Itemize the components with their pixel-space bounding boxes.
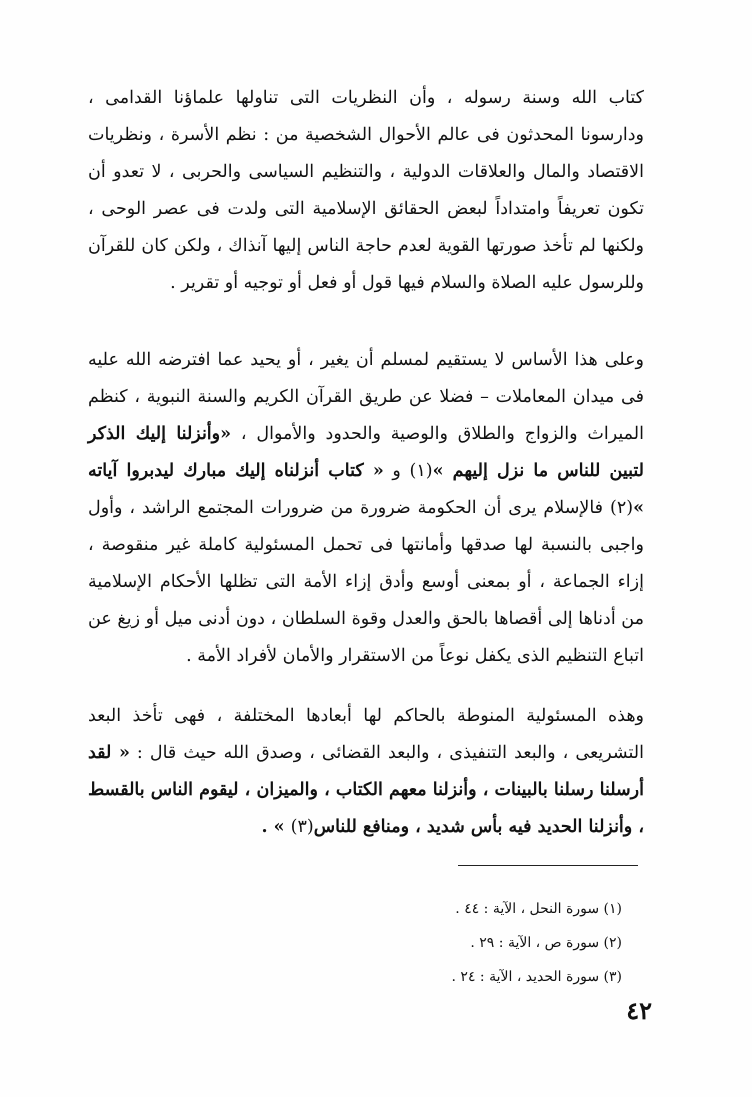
quran-quote-al-hadid: « لقد أرسلنا رسلنا بالبينات ، وأنزلنا معهم الكتاب ، والميزان ، ليقوم الناس بالقسط ، وأنزلنا الحديد فيه بأس شديد ، ومنافع للناس xyxy=(88,743,644,837)
paragraph-2-run-1: وعلى هذا الأساس لا يستقيم لمسلم أن يغير ، أو يحيد عما افترضه الله عليه فى ميدان المعاملات – فضلا عن طريق القرآن الكريم والسنة النبوية ، كنظم الميراث والزواج والطلاق والوصية والحدود والأموال ، xyxy=(88,350,644,444)
paragraph-1 xyxy=(88,80,644,302)
paragraph-2 xyxy=(88,342,644,675)
footnotes xyxy=(300,892,622,994)
quran-quote-an-nahl: «وأنزلنا إليك الذكر لتبين للناس ما نزل إليهم » xyxy=(88,424,644,481)
paragraph-3-run-1: وهذه المسئولية المنوطة بالحاكم لها أبعادها المختلفة ، فهى تأخذ البعد التشريعى ، والبعد التنفيذى ، والبعد القضائى ، وصدق الله حيث قال : xyxy=(88,706,645,763)
footnote-ref-1: (١) و xyxy=(383,461,433,481)
footnote-ref-3: (٣) xyxy=(290,817,314,837)
footnote-separator xyxy=(458,865,638,866)
page-number: ٤٢ xyxy=(626,996,652,1025)
paragraph-1-run-1: كتاب الله وسنة رسوله ، وأن النظريات التى تناولها علماؤنا القدامى ، ودارسونا المحدثون فى عالم الأحوال الشخصية من : نظم الأسرة ، ونظريات الاقتصاد والمال والعلاقات الدولية ، والتنظيم السياسى والحربى ، لا تعدو أن تكون تعريفاً وامتداداً لبعض الحقائق الإسلامية التى ولدت فى عصر الوحى ، ولكنها لم تأخذ صورتها القوية لعدم حاجة الناس إليها آنذاك ، ولكن كان للقرآن وللرسول عليه الصلاة والسلام فيها قول أو فعل أو توجيه أو تقرير . xyxy=(88,88,644,293)
paragraph-2-run-5: (٢) فالإسلام يرى أن الحكومة ضرورة من ضرورات المجتمع الراشد ، وأول واجبى بالنسبة لها صدقها وأمانتها فى تحمل المسئولية كاملة غير منقوصة ، إزاء الجماعة ، أو بمعنى أوسع وأدق إزاء الأمة التى تظلها الأحكام الإسلامية من أدناها إلى أقصاها بالحق والعدل وقوة السلطان ، دون أدنى ميل أو زيغ عن اتباع التنظيم الذى يكفل نوعاً من الاستقرار والأمان لأفراد الأمة . xyxy=(88,498,644,666)
footnote-3: (٣) سورة الحديد ، الآية : ٢٤ . xyxy=(451,969,622,985)
footnote-2: (٢) سورة ص ، الآية : ٢٩ . xyxy=(470,935,622,951)
quote-close: » . xyxy=(261,817,291,837)
quran-quote-sad: « كتاب أنزلناه إليك مبارك ليدبروا آياته » xyxy=(88,461,644,518)
footnote-1: (١) سورة النحل ، الآية : ٤٤ . xyxy=(455,901,622,917)
paragraph-3 xyxy=(88,698,644,846)
